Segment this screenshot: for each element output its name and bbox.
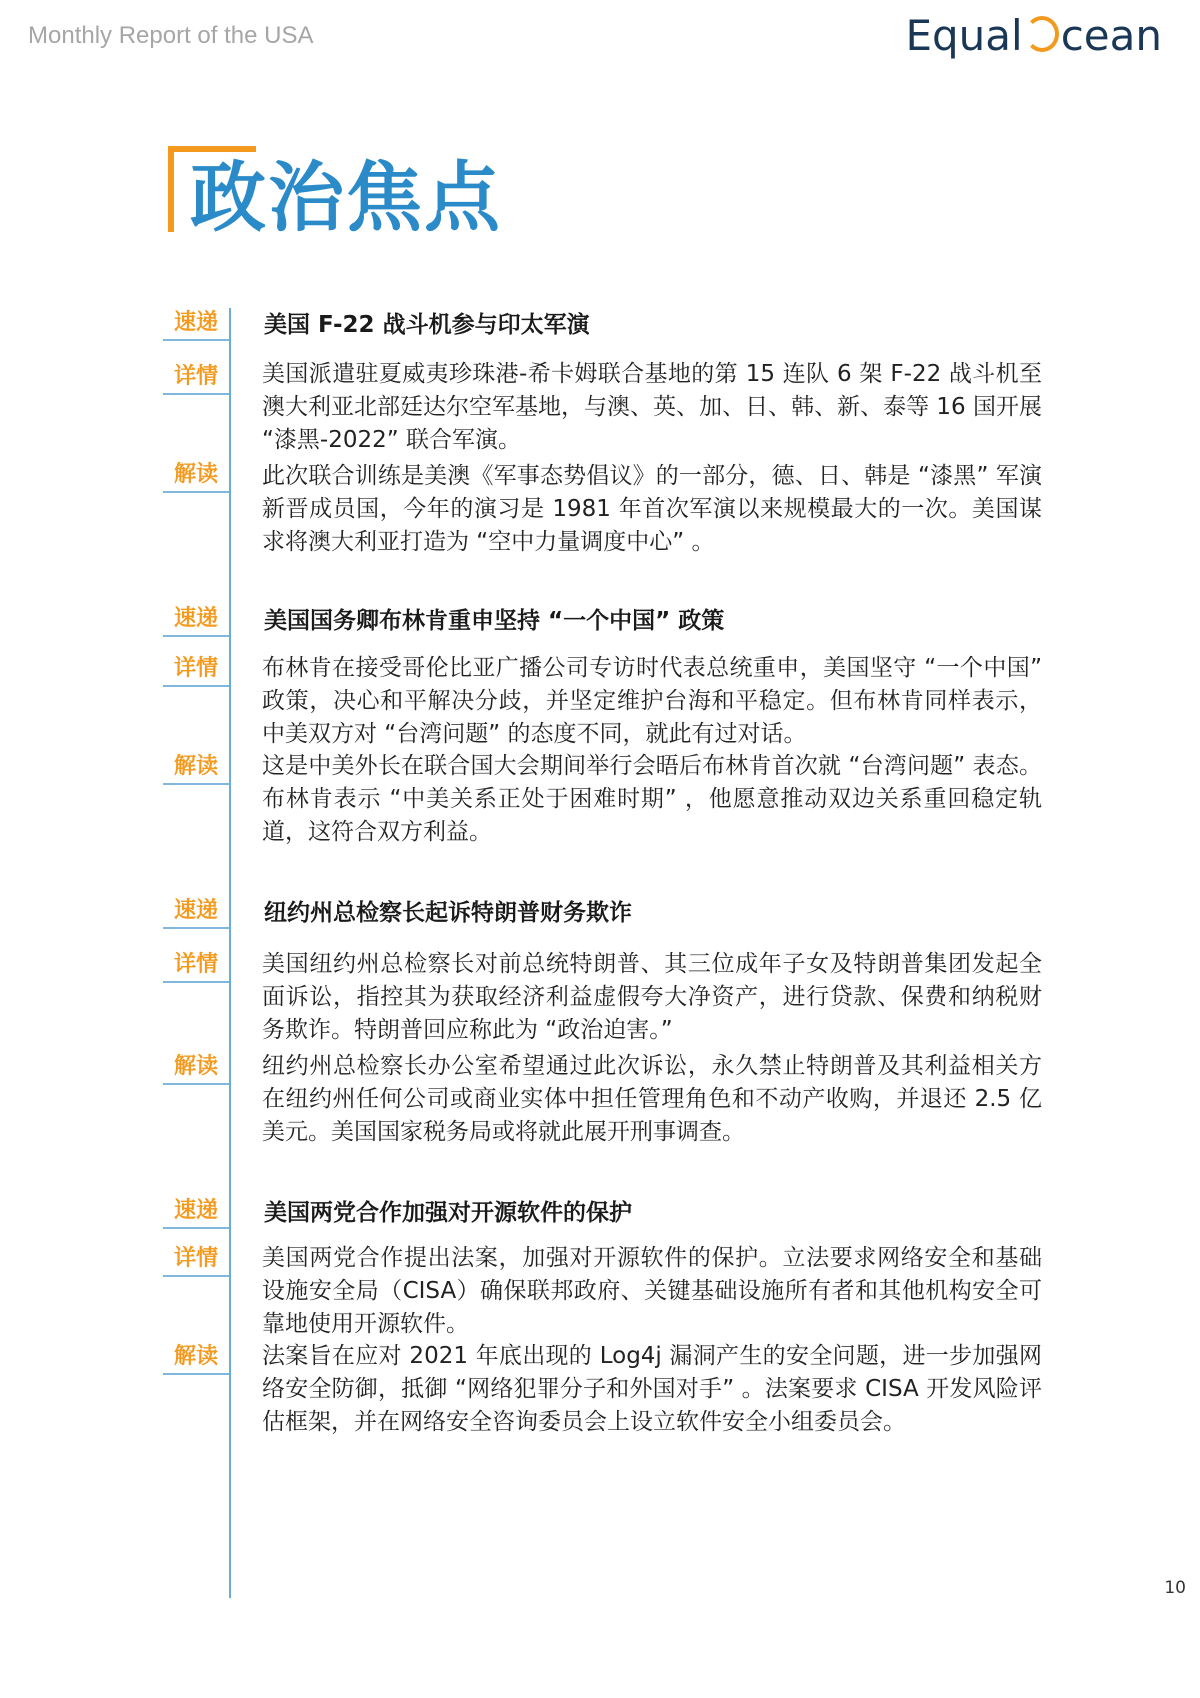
tag-analysis: 解读 xyxy=(163,752,229,785)
news-headline: 纽约州总检察长起诉特朗普财务欺诈 xyxy=(264,900,632,926)
equalocean-logo xyxy=(905,8,1162,64)
logo-prefix: Equal xyxy=(905,11,1023,60)
news-headline: 美国 F-22 战斗机参与印太军演 xyxy=(264,312,590,338)
tag-details: 详情 xyxy=(163,654,229,687)
news-analysis: 法案旨在应对 2021 年底出现的 Log4j 漏洞产生的安全问题，进一步加强网络安全防御，抵御 “网络犯罪分子和外国对手” 。法案要求 CISA 开发风险评估框架，并在网络安全咨询委员会上设立软件安全小组委员会。 xyxy=(262,1343,1042,1435)
news-details: 布林肯在接受哥伦比亚广播公司专访时代表总统重申，美国坚守 “一个中国” 政策，决心和平解决分歧，并坚定维护台海和平稳定。但布林肯同样表示，中美双方对 “台湾问题” 的态度不同，就此有过对话。 xyxy=(262,655,1042,747)
news-details: 美国两党合作提出法案，加强对开源软件的保护。立法要求网络安全和基础设施安全局（CISA）确保联邦政府、关键基础设施所有者和其他机构安全可靠地使用开源软件。 xyxy=(262,1245,1042,1337)
timeline-line xyxy=(229,308,231,1598)
section-title: 政治焦点 xyxy=(190,153,502,242)
tag-details: 详情 xyxy=(163,950,229,983)
tag-analysis: 解读 xyxy=(163,1342,229,1375)
tag-brief: 速递 xyxy=(163,604,229,637)
tag-brief: 速递 xyxy=(163,308,229,341)
tag-brief: 速递 xyxy=(163,1196,229,1229)
tag-brief: 速递 xyxy=(163,896,229,929)
news-details: 美国派遣驻夏威夷珍珠港-希卡姆联合基地的第 15 连队 6 架 F-22 战斗机至澳大利亚北部廷达尔空军基地，与澳、英、加、日、韩、新、泰等 16 国开展 “漆黑-2022” 联合军演。 xyxy=(262,361,1042,453)
news-headline: 美国两党合作加强对开源软件的保护 xyxy=(264,1200,632,1226)
page-number: 10 xyxy=(1164,1578,1186,1598)
news-analysis: 此次联合训练是美澳《军事态势倡议》的一部分，德、日、韩是 “漆黑” 军演新晋成员国，今年的演习是 1981 年首次军演以来规模最大的一次。美国谋求将澳大利亚打造为 “空中力量调度中心” 。 xyxy=(262,463,1042,555)
news-headline: 美国国务卿布林肯重申坚持 “一个中国” 政策 xyxy=(264,608,725,634)
tag-analysis: 解读 xyxy=(163,1052,229,1085)
news-analysis: 这是中美外长在联合国大会期间举行会晤后布林肯首次就 “台湾问题” 表态。布林肯表示 “中美关系正处于困难时期” ，他愿意推动双边关系重回稳定轨道，这符合双方利益。 xyxy=(262,753,1043,845)
tag-details: 详情 xyxy=(163,362,229,395)
tag-details: 详情 xyxy=(163,1244,229,1277)
report-title: Monthly Report of the USA xyxy=(28,22,314,49)
news-analysis: 纽约州总检察长办公室希望通过此次诉讼，永久禁止特朗普及其利益相关方在纽约州任何公司或商业实体中担任管理角色和不动产收购，并退还 2.5 亿美元。美国国家税务局或将就此展开刑事调查。 xyxy=(262,1053,1042,1145)
logo-ring-icon xyxy=(1025,16,1059,52)
tag-analysis: 解读 xyxy=(163,460,229,493)
news-details: 美国纽约州总检察长对前总统特朗普、其三位成年子女及特朗普集团发起全面诉讼，指控其为获取经济利益虚假夸大净资产，进行贷款、保费和纳税财务欺诈。特朗普回应称此为 “政治迫害。” xyxy=(262,951,1042,1043)
logo-suffix: cean xyxy=(1060,11,1162,60)
